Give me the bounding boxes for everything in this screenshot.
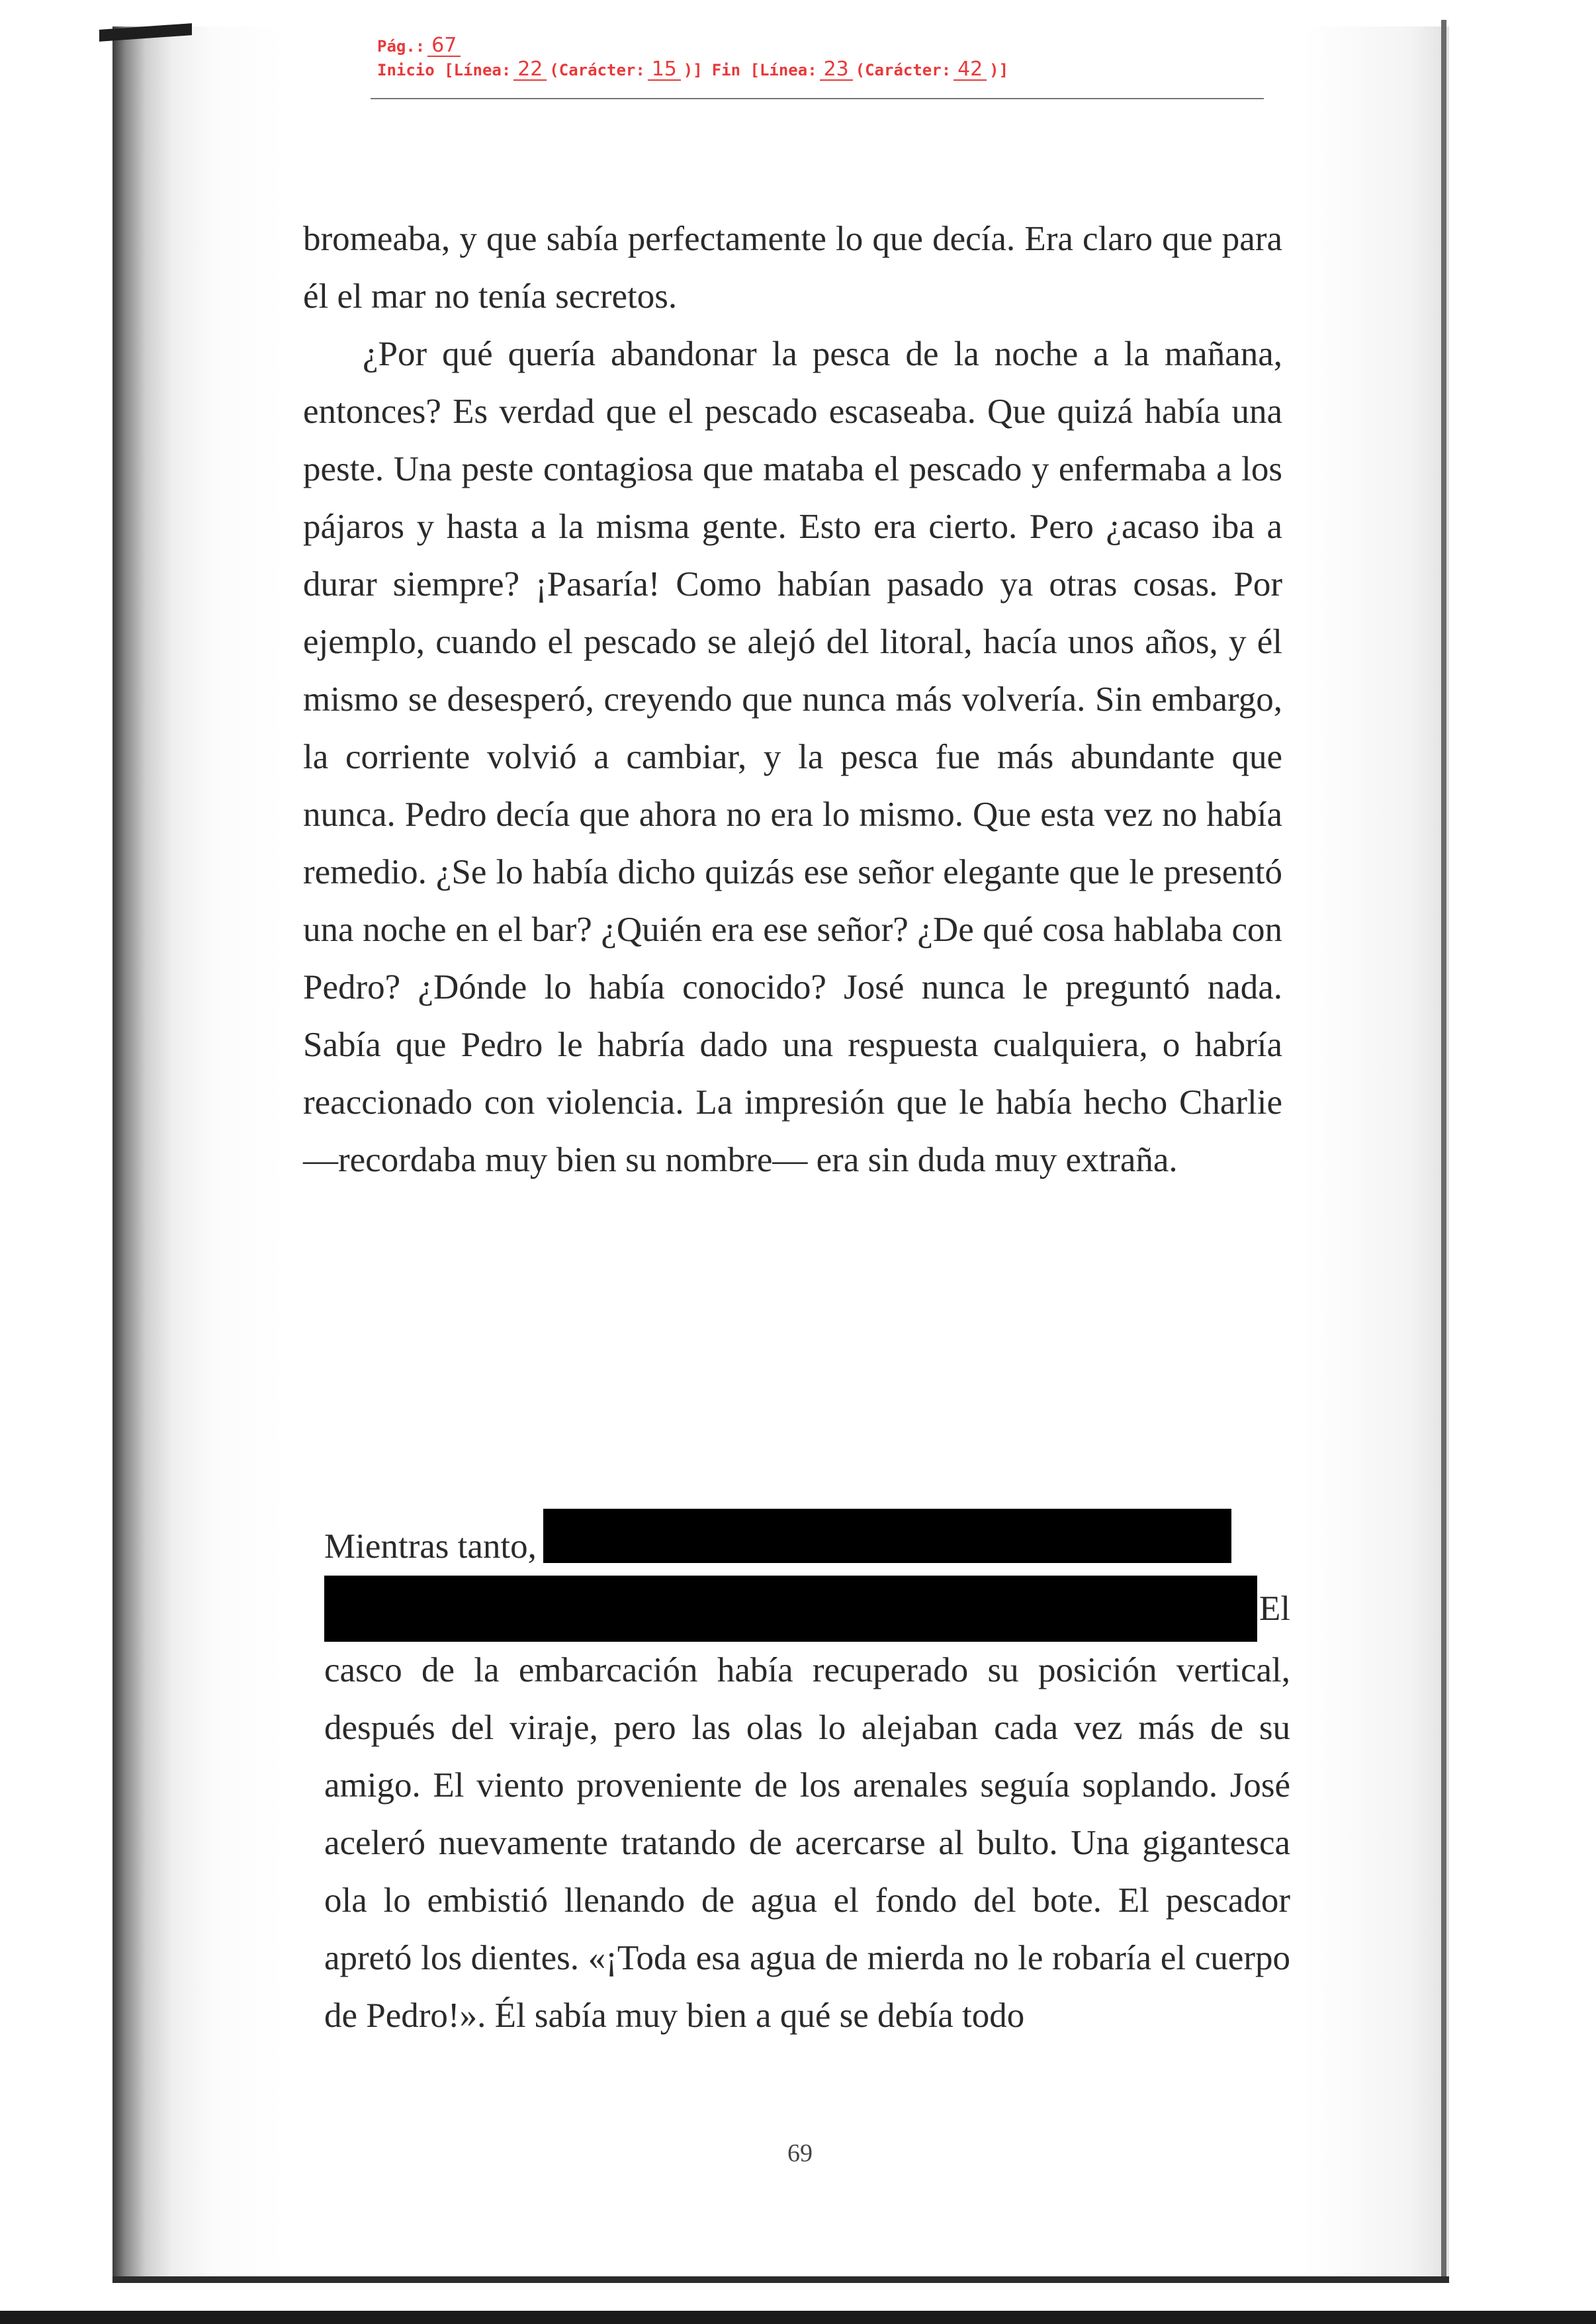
section-line-end-text: El [1259,1589,1290,1628]
section-two [324,1509,1290,2045]
stamp-range-row [377,58,1008,82]
body-text [303,210,1282,1189]
redaction-bar [543,1509,1231,1563]
stamp-end-char: 42 [953,60,987,81]
section-opening-line [324,1509,1290,1576]
section-redacted-line [324,1576,1290,1642]
stamp-end-char-label: (Carácter: [855,61,952,79]
stamp-end-close: )] [989,61,1009,79]
page-number: 69 [787,2139,813,2167]
stamp-start-label: Inicio [Línea: [377,61,511,79]
paragraph: bromeaba, y que sabía perfectamente lo que decía. Era claro que para él el mar no tenía secretos. [303,220,1282,316]
section-opening-text: Mientras tanto, [324,1527,537,1566]
stamp-start-close: )] [683,61,703,79]
header-divider [371,98,1264,99]
stamp-end-label: Fin [Línea: [711,61,817,79]
stamp-start-char: 15 [648,60,681,81]
stamp-start-char-label: (Carácter: [549,61,645,79]
stamp-page-row [377,34,1008,58]
scan-border [0,2311,1596,2324]
stamp-end-line: 23 [820,60,853,81]
stamp-start-line: 22 [513,60,547,81]
reference-stamp [377,34,1008,82]
paragraph: casco de la embarcación había recuperado su posición vertical, después del viraje, pero las olas lo alejaban cada vez más de su amigo. El viento proveniente de los arenales seguía soplando. José aceleró nuevamente tratando de acercarse al bulto. Una gigantesca ola lo embistió llenando de agua el fondo del bote. El pescador apretó los dientes. «¡Toda esa agua de mierda no le robaría el cuerpo de Pedro!». Él sabía muy bien a qué se debía todo [324,1651,1290,2035]
redaction-bar [324,1576,1257,1642]
page-edge [1441,20,1446,2276]
paragraph: ¿Por qué quería abandonar la pesca de la noche a la mañana, entonces? Es verdad que el pescado escaseaba. Que quizá había una peste. Una peste contagiosa que mataba el pescado y enfermaba a los pájaros y hasta a la misma gente. Esto era cierto. Pero ¿acaso iba a durar siempre? ¡Pasaría! Como habían pasado ya otras cosas. Por ejemplo, cuando el pescado se alejó del litoral, hacía unos años, y él mismo se desesperó, creyendo que nunca más volvería. Sin embargo, la corriente volvió a cambiar, y la pesca fue más abundante que nunca. Pedro decía que ahora no era lo mismo. Que esta vez no había remedio. ¿Se lo había dicho quizás ese señor elegante que le presentó una noche en el bar? ¿Quién era ese señor? ¿De qué cosa hablaba con Pedro? ¿Dónde lo había conocido? José nunca le preguntó nada. Sabía que Pedro le habría dado una respuesta cualquiera, o habría reaccionado con violencia. La impresión que le había hecho Charlie —recordaba muy bien su nombre— era sin duda muy extraña. [303,335,1282,1179]
stamp-page-value: 67 [427,36,461,57]
stamp-page-label: Pág.: [377,37,425,56]
